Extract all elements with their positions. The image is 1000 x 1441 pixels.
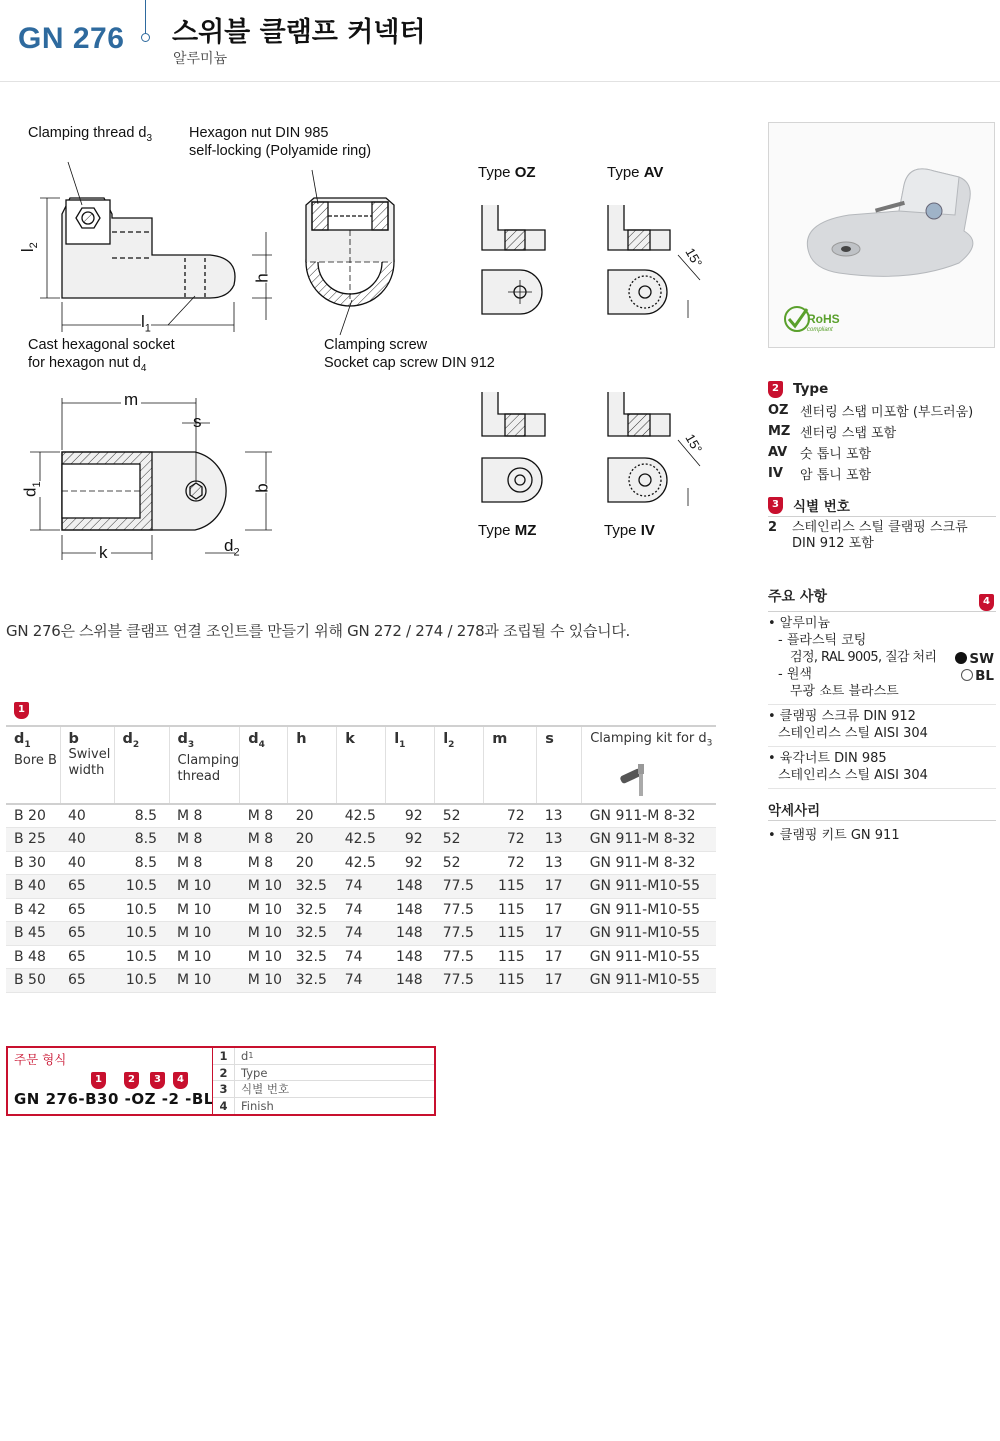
table-cell: GN 911-M10-55	[582, 922, 716, 946]
table-cell: 20	[288, 828, 337, 852]
label-angle-av: 15°	[682, 245, 706, 270]
table-cell: 10.5	[114, 922, 169, 946]
dim-k: k	[96, 543, 111, 563]
col-clamping-kit: Clamping kit for $d_3$	[582, 726, 716, 804]
table-row	[6, 828, 716, 852]
table-cell: M 10	[240, 969, 288, 993]
table-row	[6, 851, 716, 875]
table-cell: 74	[337, 945, 386, 969]
table-cell: 65	[60, 969, 114, 993]
table-cell: 72	[484, 851, 537, 875]
table-cell: 52	[435, 804, 484, 828]
dim-b: b	[252, 483, 272, 493]
notes-section	[768, 586, 996, 843]
order-code: GN 276-B30 -OZ -2 -BL	[14, 1090, 214, 1108]
note-item-aluminium: • 알루미늄 - 플라스틱 코팅 검정, RAL 9005, 질감 처리 SW - 원색 BL 무광 쇼트 블라스트	[768, 612, 996, 705]
table-cell: 52	[435, 828, 484, 852]
note-item-screw: • 클램핑 스크류 DIN 912 스테인리스 스틸 AISI 304	[768, 705, 996, 747]
label-type-av: Type AV	[607, 164, 664, 181]
table-cell: 52	[435, 851, 484, 875]
table-cell: M 8	[240, 804, 288, 828]
finish-sw: SW	[955, 651, 994, 668]
dimension-table	[6, 725, 716, 993]
table-cell: 42.5	[337, 804, 386, 828]
order-title: 주문 형식	[14, 1052, 67, 1067]
table-cell: M 8	[169, 804, 240, 828]
table-cell: 32.5	[288, 969, 337, 993]
col-d1: $d_1$ Bore B	[6, 726, 60, 804]
table-cell: 115	[484, 945, 537, 969]
id-section-head	[768, 494, 996, 516]
table-cell: B 45	[6, 922, 60, 946]
table-cell: GN 911-M 8-32	[582, 804, 716, 828]
notes-title: 주요 사항	[768, 589, 827, 605]
label-cast-socket: Cast hexagonal socket for hexagon nut $d_4$	[28, 337, 175, 374]
table-cell: B 42	[6, 898, 60, 922]
table-cell: M 10	[240, 945, 288, 969]
type-section-head	[768, 378, 996, 400]
dim-l1: $l_1$	[141, 312, 151, 335]
col-m: m	[484, 726, 537, 804]
label-clamping-thread: Clamping thread $d_3$	[28, 125, 153, 144]
table-cell: 77.5	[435, 969, 484, 993]
label-type-mz: Type MZ	[478, 522, 537, 539]
rohs-sub: compliant	[807, 327, 833, 333]
order-legend	[212, 1048, 434, 1114]
type-row: IV 암 톱니 포함	[768, 466, 872, 483]
table-cell: 115	[484, 969, 537, 993]
table-cell: 32.5	[288, 922, 337, 946]
type-row: OZ 센터링 스탭 미포함 (부드러움)	[768, 403, 974, 420]
page-subtitle: 알루미늄	[173, 51, 228, 67]
dim-h: h	[252, 273, 272, 283]
col-d3: $d_3$ Clamping thread	[169, 726, 240, 804]
table-cell: 32.5	[288, 945, 337, 969]
table-row	[6, 898, 716, 922]
badge-4: 4	[979, 594, 994, 611]
table-cell: B 40	[6, 875, 60, 899]
dim-m: m	[121, 390, 141, 410]
dim-l2: $l_2$	[17, 242, 41, 253]
table-cell: M 8	[240, 851, 288, 875]
type-section	[768, 378, 996, 484]
col-l1: $l_1$	[386, 726, 435, 804]
accessories-item: • 클램핑 키트 GN 911	[768, 828, 900, 843]
table-cell: 10.5	[114, 898, 169, 922]
finish-bl: BL	[961, 668, 994, 685]
table-cell: 77.5	[435, 945, 484, 969]
product-description: GN 276은 스위블 클램프 연결 조인트를 만들기 위해 GN 272 / 274 / 278과 조립될 수 있습니다.	[6, 622, 631, 640]
col-d2: $d_2$	[114, 726, 169, 804]
table-row	[6, 969, 716, 993]
table-cell: 65	[60, 945, 114, 969]
table-cell: 40	[60, 828, 114, 852]
table-cell: M 8	[169, 828, 240, 852]
table-row	[6, 804, 716, 828]
table-row	[6, 945, 716, 969]
table-cell: 20	[288, 851, 337, 875]
id-section	[768, 494, 996, 552]
table-cell: 10.5	[114, 945, 169, 969]
label-type-iv: Type IV	[604, 522, 655, 539]
type-row: AV 숫 톱니 포함	[768, 445, 872, 462]
table-cell: 72	[484, 804, 537, 828]
order-format-box	[6, 1046, 436, 1116]
table-cell: 74	[337, 969, 386, 993]
table-cell: 148	[386, 875, 435, 899]
table-cell: 65	[60, 875, 114, 899]
table-cell: M 10	[169, 898, 240, 922]
table-cell: 74	[337, 875, 386, 899]
table-cell: M 10	[240, 922, 288, 946]
table-cell: 42.5	[337, 828, 386, 852]
accessories-title: 악세사리	[768, 799, 996, 821]
table-cell: M 8	[169, 851, 240, 875]
table-cell: 148	[386, 922, 435, 946]
table-cell: 42.5	[337, 851, 386, 875]
table-cell: 115	[484, 875, 537, 899]
table-cell: 77.5	[435, 922, 484, 946]
col-l2: $l_2$	[435, 726, 484, 804]
technical-drawing	[0, 0, 760, 600]
rohs-text: RoHS	[807, 312, 840, 326]
table-cell: 40	[60, 851, 114, 875]
table-cell: 10.5	[114, 969, 169, 993]
table-cell: 148	[386, 945, 435, 969]
page-title: 스위블 클램프 커넥터	[172, 17, 426, 48]
table-row	[6, 922, 716, 946]
col-b: b Swivel width	[60, 726, 114, 804]
product-photo	[768, 122, 995, 348]
order-badge-4: 4	[173, 1072, 188, 1089]
table-cell: 8.5	[114, 851, 169, 875]
table-cell: 17	[537, 898, 582, 922]
table-cell: M 10	[169, 922, 240, 946]
table-cell: 8.5	[114, 804, 169, 828]
table-cell: 17	[537, 945, 582, 969]
order-badge-3: 3	[150, 1072, 165, 1089]
col-h: h	[288, 726, 337, 804]
table-cell: M 8	[240, 828, 288, 852]
table-cell: 74	[337, 922, 386, 946]
table-cell: 65	[60, 922, 114, 946]
col-s: s	[537, 726, 582, 804]
table-cell: GN 911-M10-55	[582, 898, 716, 922]
table-cell: M 10	[240, 875, 288, 899]
table-cell: B 25	[6, 828, 60, 852]
col-d4: $d_4$	[240, 726, 288, 804]
order-legend-row: 3 식별 번호	[213, 1081, 434, 1098]
product-code: GN 276	[18, 22, 125, 55]
order-badge-1: 1	[91, 1072, 106, 1089]
table-cell: GN 911-M10-55	[582, 969, 716, 993]
table-header-row	[6, 726, 716, 804]
col-k: k	[337, 726, 386, 804]
table-cell: 8.5	[114, 828, 169, 852]
table-cell: 65	[60, 898, 114, 922]
badge-3: 3	[768, 497, 783, 514]
table-cell: 92	[386, 851, 435, 875]
table-cell: M 10	[169, 945, 240, 969]
table-cell: 13	[537, 804, 582, 828]
badge-1: 1	[14, 702, 29, 719]
label-hex-nut: Hexagon nut DIN 985 self-locking (Polyamide ring)	[189, 125, 372, 159]
order-badge-2: 2	[124, 1072, 139, 1089]
note-item-nut: • 육각너트 DIN 985 스테인리스 스틸 AISI 304	[768, 747, 996, 789]
label-type-oz: Type OZ	[478, 164, 536, 181]
table-cell: 74	[337, 898, 386, 922]
table-cell: M 10	[169, 969, 240, 993]
label-clamping-screw: Clamping screw Socket cap screw DIN 912	[324, 337, 495, 371]
table-cell: 10.5	[114, 875, 169, 899]
table-cell: 77.5	[435, 875, 484, 899]
table-cell: 17	[537, 922, 582, 946]
type-row: MZ 센터링 스탭 포함	[768, 424, 897, 441]
table-cell: 13	[537, 828, 582, 852]
order-legend-row: 4 Finish	[213, 1098, 434, 1115]
table-cell: GN 911-M10-55	[582, 875, 716, 899]
table-cell: 32.5	[288, 898, 337, 922]
dim-s: s	[193, 412, 202, 431]
dim-d2: $d_2$	[224, 536, 240, 559]
badge-2: 2	[768, 381, 783, 398]
type-section-title: Type	[793, 381, 829, 397]
table-cell: B 20	[6, 804, 60, 828]
table-cell: GN 911-M 8-32	[582, 851, 716, 875]
clamping-lever-icon	[616, 756, 656, 800]
black-dot-icon	[955, 652, 967, 664]
table-cell: M 10	[240, 898, 288, 922]
id-row: 2 스테인리스 스틸 클램핑 스크류 DIN 912 포함	[768, 516, 996, 552]
table-row	[6, 875, 716, 899]
table-cell: 17	[537, 875, 582, 899]
rohs-logo	[785, 307, 840, 333]
table-cell: 32.5	[288, 875, 337, 899]
id-section-title: 식별 번호	[793, 499, 850, 515]
table-cell: 72	[484, 828, 537, 852]
table-cell: 115	[484, 898, 537, 922]
table-cell: 13	[537, 851, 582, 875]
table-cell: 40	[60, 804, 114, 828]
product-image	[769, 123, 994, 347]
table-cell: 20	[288, 804, 337, 828]
dim-d1: $d_1$	[20, 481, 43, 497]
table-cell: B 30	[6, 851, 60, 875]
table-cell: GN 911-M10-55	[582, 945, 716, 969]
table-cell: B 48	[6, 945, 60, 969]
table-cell: 148	[386, 969, 435, 993]
table-cell: 115	[484, 922, 537, 946]
table-cell: 17	[537, 969, 582, 993]
table-cell: 77.5	[435, 898, 484, 922]
table-cell: 92	[386, 828, 435, 852]
order-legend-row: 1 d 1	[213, 1048, 434, 1065]
table-cell: 92	[386, 804, 435, 828]
table-cell: M 10	[169, 875, 240, 899]
notes-head	[768, 586, 996, 612]
label-angle-iv: 15°	[682, 431, 706, 456]
table-cell: B 50	[6, 969, 60, 993]
empty-circle-icon	[961, 669, 973, 681]
order-legend-row: 2 Type	[213, 1065, 434, 1082]
table-cell: GN 911-M 8-32	[582, 828, 716, 852]
table-cell: 148	[386, 898, 435, 922]
